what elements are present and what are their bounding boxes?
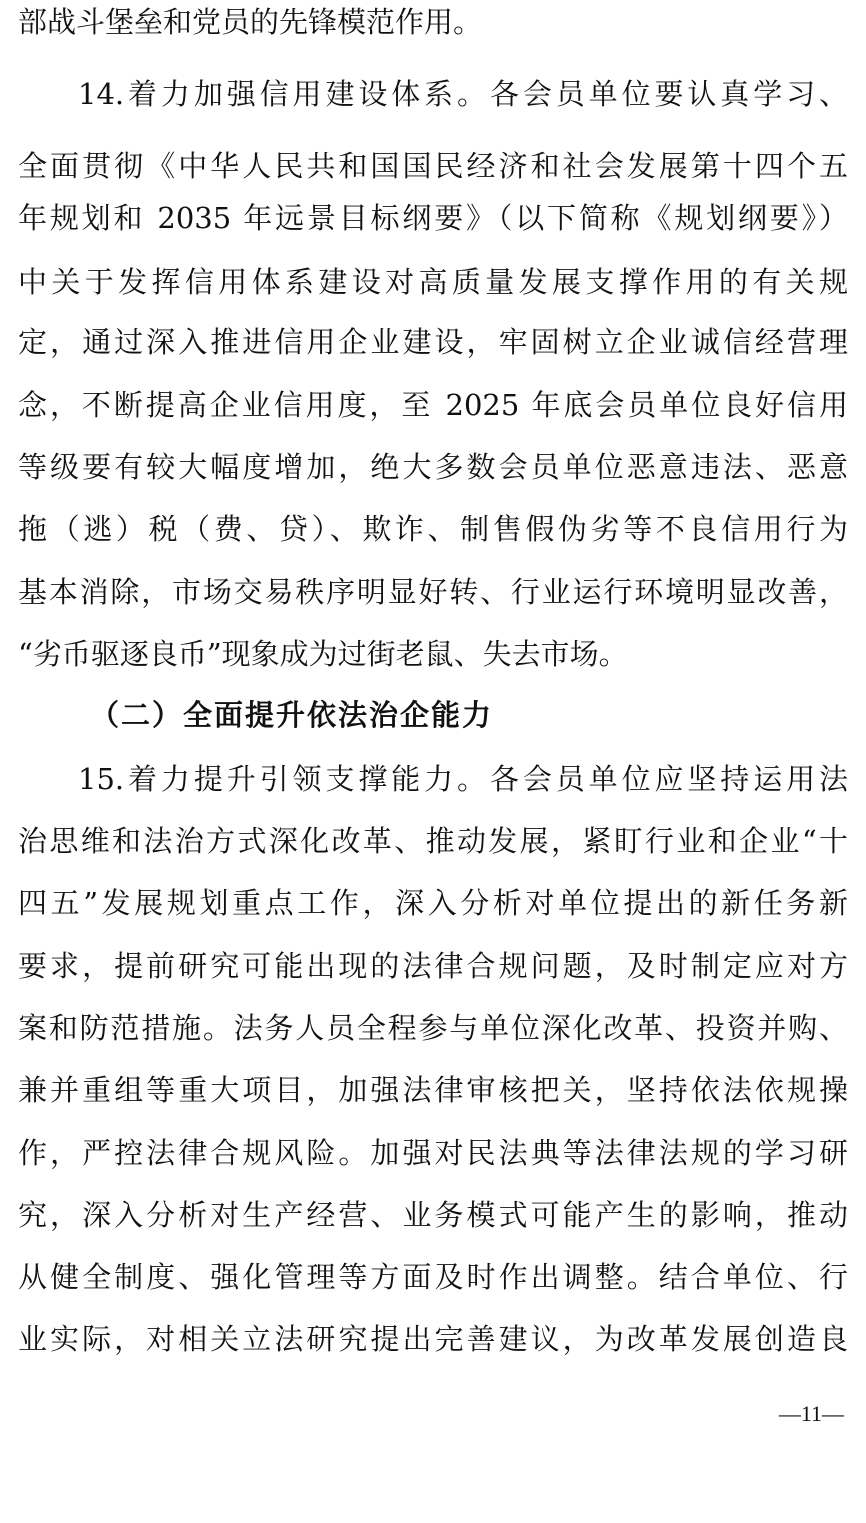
text-line-8: 等级要有较大幅度增加，绝大多数会员单位恶意违法、恶意 bbox=[18, 450, 848, 484]
text-line-5: 中关于发挥信用体系建设对高质量发展支撑作用的有关规 bbox=[18, 265, 848, 299]
text-line-17: 案和防范措施。法务人员全程参与单位深化改革、投资并购、 bbox=[18, 1011, 848, 1045]
text-line-14: 治思维和法治方式深化改革、推动发展，紧盯行业和企业“十 bbox=[18, 824, 848, 858]
section-heading: （二）全面提升依法治企能力 bbox=[90, 698, 494, 732]
text-line-10: 基本消除，市场交易秩序明显好转、行业运行环境明显改善， bbox=[18, 575, 848, 609]
text-line-22: 业实际，对相关立法研究提出完善建议，为改革发展创造良 bbox=[18, 1322, 848, 1356]
text-line-11: “劣币驱逐良币”现象成为过街老鼠、失去市场。 bbox=[18, 637, 628, 671]
text-line-18: 兼并重组等重大项目，加强法律审核把关，坚持依法依规操 bbox=[18, 1073, 848, 1107]
text-line-3: 全面贯彻《中华人民共和国国民经济和社会发展第十四个五 bbox=[18, 149, 848, 183]
text-line-4: 年规划和 2035 年远景目标纲要》（以下简称《规划纲要》） bbox=[18, 201, 848, 235]
text-line-7: 念，不断提高企业信用度，至 2025 年底会员单位良好信用 bbox=[18, 388, 848, 422]
text-line-20: 究，深入分析对生产经营、业务模式可能产生的影响，推动 bbox=[18, 1198, 848, 1232]
page-number: —11— bbox=[778, 1401, 844, 1426]
text-line-1: 部战斗堡垒和党员的先锋模范作用。 bbox=[18, 5, 483, 39]
text-line-21: 从健全制度、强化管理等方面及时作出调整。结合单位、行 bbox=[18, 1260, 848, 1294]
text-line-9: 拖（逃）税（费、贷）、欺诈、制售假伪劣等不良信用行为 bbox=[18, 512, 848, 546]
text-line-6: 定，通过深入推进信用企业建设，牢固树立企业诚信经营理 bbox=[18, 325, 848, 359]
text-line-13: 15.着力提升引领支撑能力。各会员单位应坚持运用法 bbox=[78, 762, 848, 796]
text-line-15: 四五”发展规划重点工作，深入分析对单位提出的新任务新 bbox=[18, 886, 848, 920]
text-line-16: 要求，提前研究可能出现的法律合规问题，及时制定应对方 bbox=[18, 949, 848, 983]
text-line-19: 作，严控法律合规风险。加强对民法典等法律法规的学习研 bbox=[18, 1136, 848, 1170]
text-line-2: 14.着力加强信用建设体系。各会员单位要认真学习、 bbox=[78, 77, 848, 111]
